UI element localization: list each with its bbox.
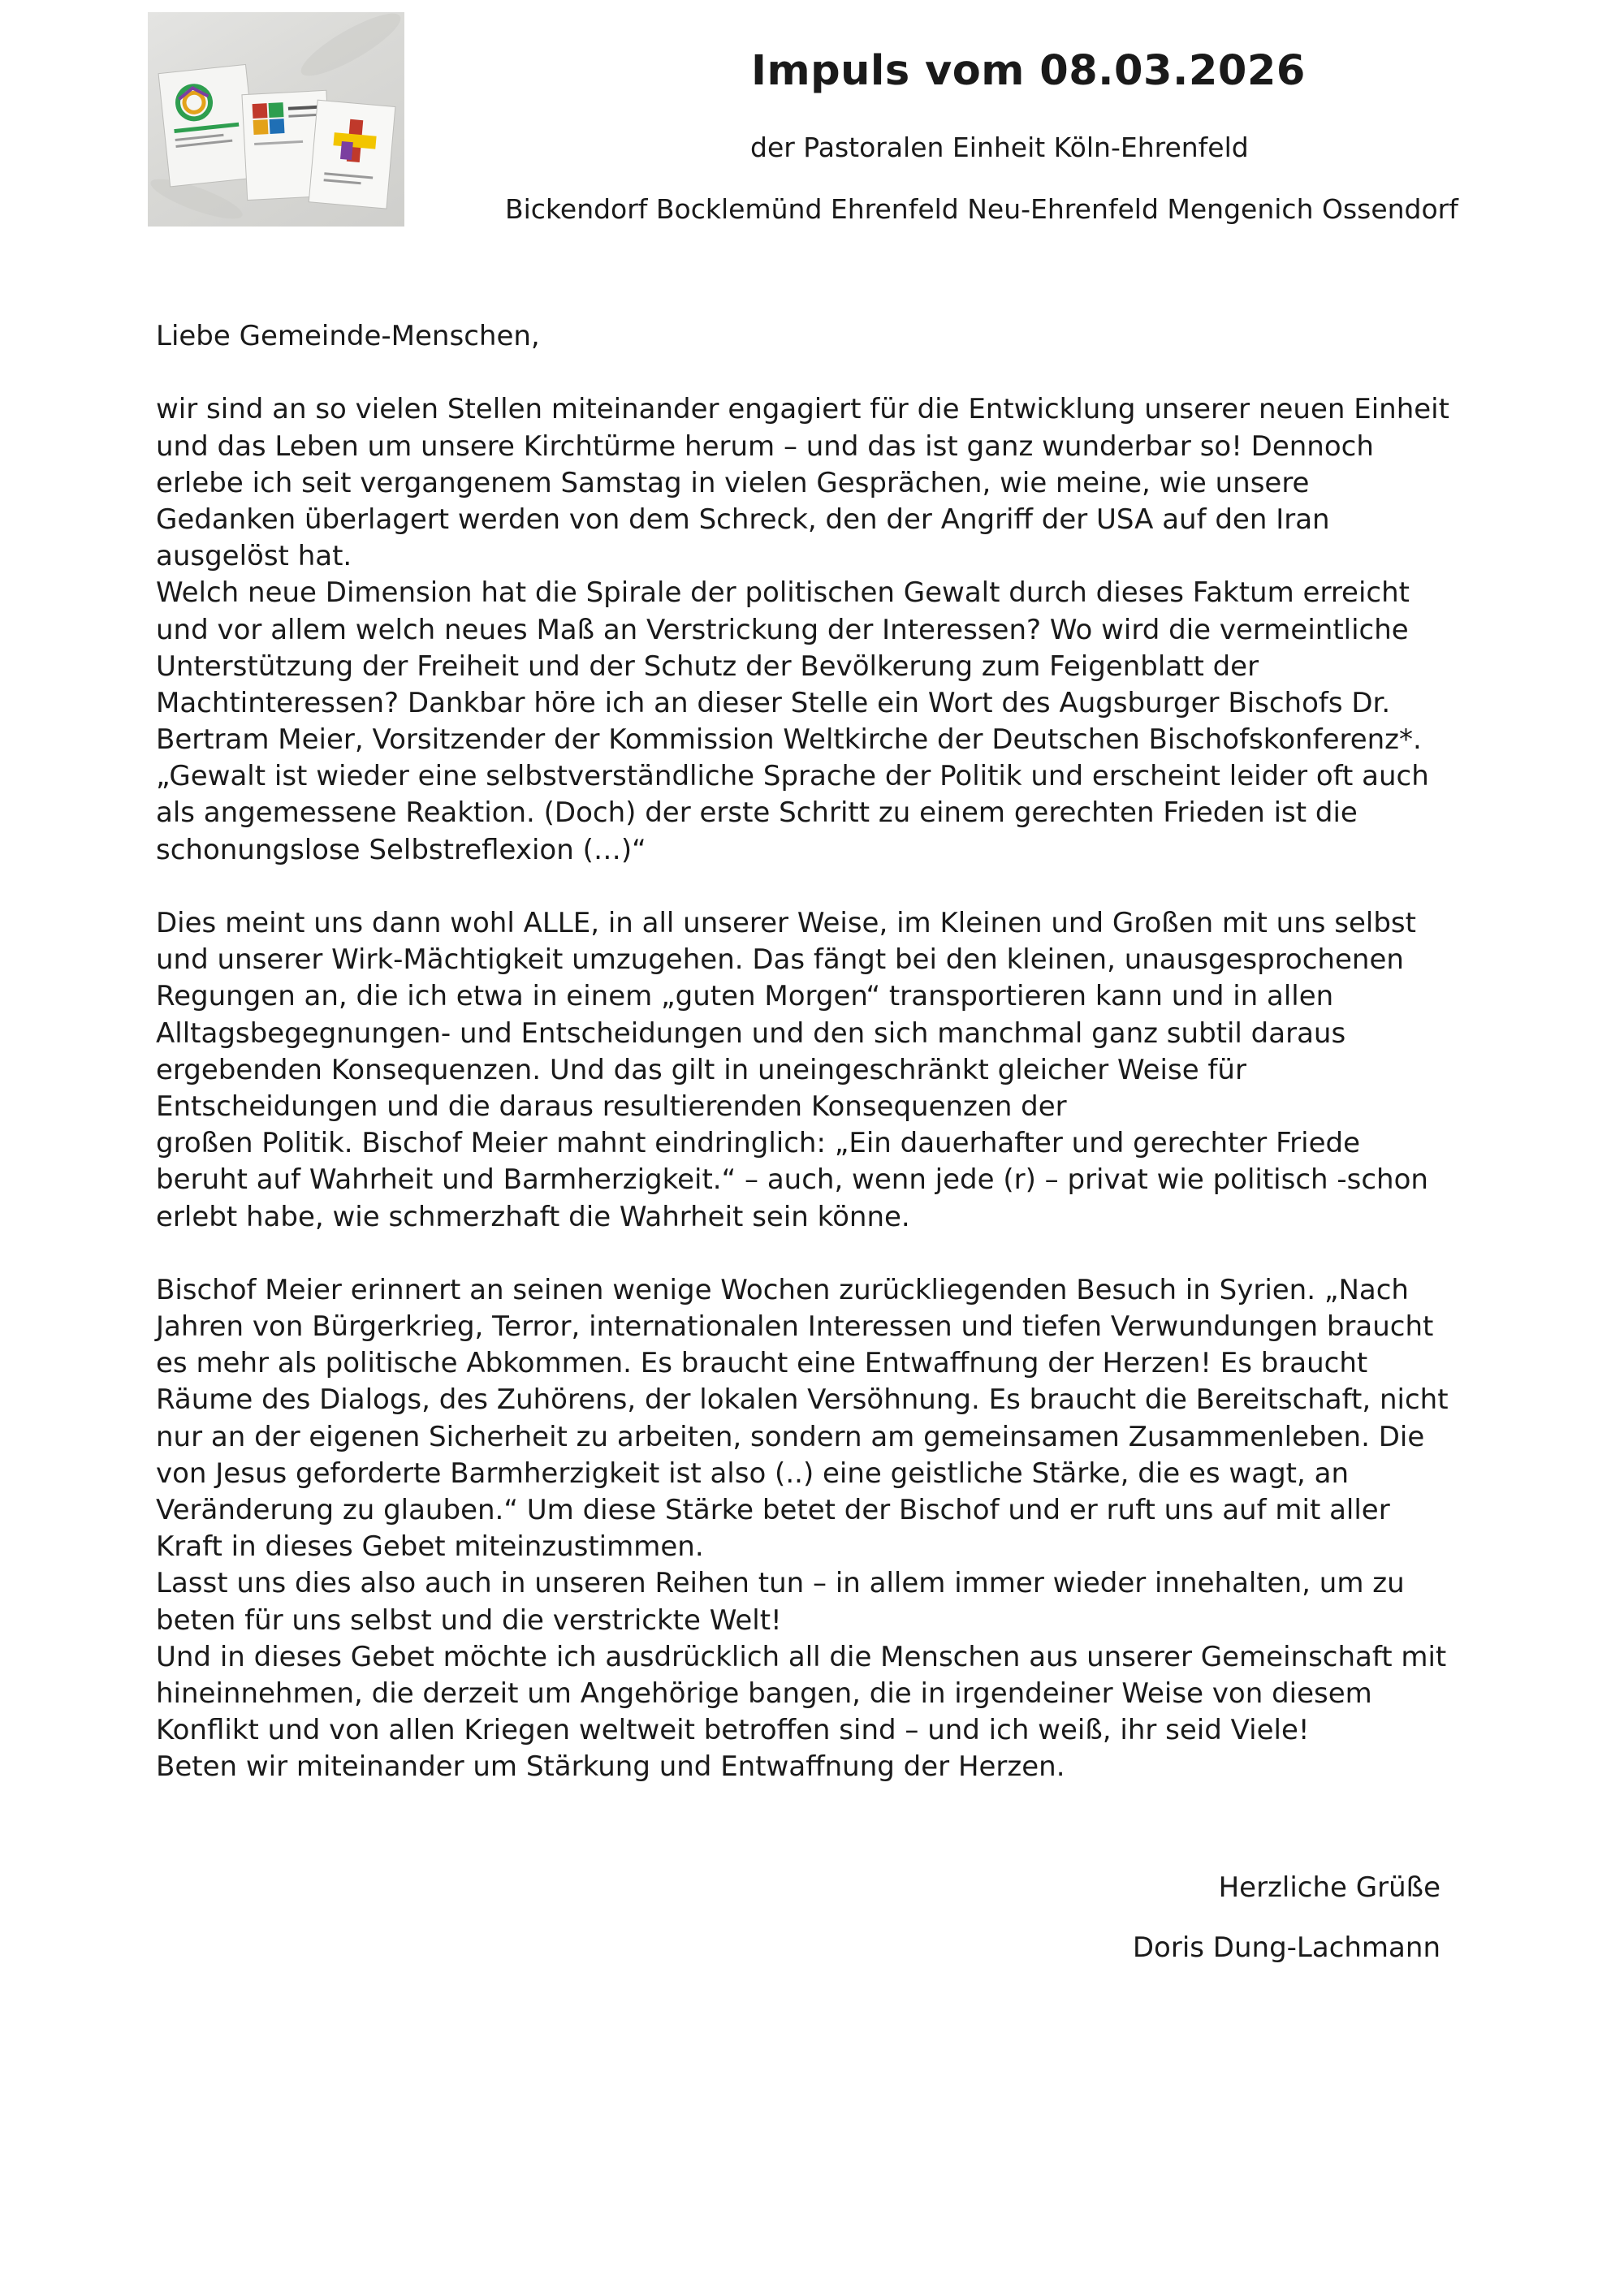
text-line: und unserer Wirk-Mächtigkeit umzugehen. Das fängt bei den kleinen, unausgesprochenen	[156, 943, 1404, 977]
text-line: erlebe ich seit vergangenem Samstag in vielen Gesprächen, wie meine, wie unsere	[156, 466, 1310, 499]
text-line: Lasst uns dies also auch in unseren Reihen tun – in allem immer wieder innehalten, um zu	[156, 1567, 1405, 1600]
text-line: und das Leben um unsere Kirchtürme herum – und das ist ganz wunderbar so! Dennoch	[156, 429, 1374, 463]
brochures-logo-icon	[148, 12, 404, 227]
places-line: Bickendorf Bocklemünd Ehrenfeld Neu-Ehrenfeld Mengenich Ossendorf	[505, 193, 1458, 225]
text-line: Und in dieses Gebet möchte ich ausdrücklich all die Menschen aus unserer Gemeinschaft mit	[156, 1640, 1447, 1673]
text-line: Kraft in dieses Gebet miteinzustimmen.	[156, 1530, 704, 1564]
text-line: beten für uns selbst und die verstrickte Welt!	[156, 1603, 782, 1637]
text-line: von Jesus geforderte Barmherzigkeit ist also (..) eine geistliche Stärke, die es wagt, an	[156, 1457, 1349, 1490]
text-line: Jahren von Bürgerkrieg, Terror, internationalen Interessen und tiefen Verwundungen braucht	[156, 1310, 1434, 1344]
text-line: erlebt habe, wie schmerzhaft die Wahrheit sein könne.	[156, 1200, 910, 1233]
text-line: ausgelöst hat.	[156, 540, 352, 573]
text-line: Unterstützung der Freiheit und der Schutz der Bevölkerung zum Feigenblatt der	[156, 650, 1259, 683]
text-line: Entscheidungen und die daraus resultierenden Konsequenzen der	[156, 1090, 1067, 1123]
text-line: es mehr als politische Abkommen. Es braucht eine Entwaffnung der Herzen! Es braucht	[156, 1347, 1368, 1380]
text-line: Räume des Dialogs, des Zuhörens, der lokalen Versöhnung. Es braucht die Bereitschaft, nicht	[156, 1383, 1449, 1417]
signature: Doris Dung-Lachmann	[1132, 1931, 1440, 1964]
text-line: großen Politik. Bischof Meier mahnt eindringlich: „Ein dauerhafter und gerechter Friede	[156, 1127, 1361, 1160]
text-line: Veränderung zu glauben.“ Um diese Stärke betet der Bischof und er ruft uns auf mit aller	[156, 1494, 1390, 1526]
text-line: Welch neue Dimension hat die Spirale der politischen Gewalt durch dieses Faktum erreicht	[156, 576, 1410, 610]
text-line: Bischof Meier erinnert an seinen wenige Wochen zurückliegenden Besuch in Syrien. „Nach	[156, 1273, 1409, 1306]
text-line: Gedanken überlagert werden von dem Schreck, den der Angriff der USA auf den Iran	[156, 503, 1330, 536]
paragraph-2	[156, 905, 1528, 1236]
text-line: als angemessene Reaktion. (Doch) der erste Schritt zu einem gerechten Frieden ist die	[156, 796, 1358, 830]
page-subtitle: der Pastoralen Einheit Köln-Ehrenfeld	[750, 132, 1249, 163]
greeting: Liebe Gemeinde-Menschen,	[156, 320, 540, 352]
text-line: hineinnehmen, die derzeit um Angehörige bangen, die in irgendeiner Weise von diesem	[156, 1677, 1372, 1710]
text-line: Konflikt und von allen Kriegen weltweit betroffen sind – und ich weiß, ihr seid Viele!	[156, 1714, 1310, 1747]
text-line: Regungen an, die ich etwa in einem „guten Morgen“ transportieren kann und in allen	[156, 980, 1334, 1013]
closing-greeting: Herzliche Grüße	[1218, 1871, 1440, 1904]
paragraph-1	[156, 391, 1528, 868]
text-line: Machtinteressen? Dankbar höre ich an dieser Stelle ein Wort des Augsburger Bischofs Dr.	[156, 686, 1391, 719]
text-line: wir sind an so vielen Stellen miteinander engagiert für die Entwicklung unserer neuen Einheit	[156, 393, 1449, 426]
letter-body	[156, 318, 1528, 1786]
text-line: beruht auf Wahrheit und Barmherzigkeit.“ – auch, wenn jede (r) – privat wie politisch -schon	[156, 1163, 1428, 1197]
text-line: Alltagsbegegnungen- und Entscheidungen und den sich manchmal ganz subtil daraus	[156, 1016, 1346, 1050]
paragraph-3	[156, 1272, 1528, 1786]
text-line: ergebenden Konsequenzen. Und das gilt in uneingeschränkt gleicher Weise für	[156, 1053, 1246, 1086]
page-title: Impuls vom 08.03.2026	[751, 47, 1306, 95]
text-line: und vor allem welch neues Maß an Verstrickung der Interessen? Wo wird die vermeintliche	[156, 613, 1409, 646]
text-line: „Gewalt ist wieder eine selbstverständliche Sprache der Politik und erscheint leider oft auch	[156, 760, 1429, 793]
text-line: nur an der eigenen Sicherheit zu arbeiten, sondern am gemeinsamen Zusammenleben. Die	[156, 1420, 1425, 1453]
text-line: Bertram Meier, Vorsitzender der Kommission Weltkirche der Deutschen Bischofskonferenz*.	[156, 723, 1422, 757]
closing-block	[1133, 1858, 1440, 1978]
text-line: Beten wir miteinander um Stärkung und Entwaffnung der Herzen.	[156, 1750, 1065, 1784]
text-line: schonungslose Selbstreflexion (…)“	[156, 833, 646, 866]
text-line: Dies meint uns dann wohl ALLE, in all unserer Weise, im Kleinen und Großen mit uns selbst	[156, 907, 1416, 939]
